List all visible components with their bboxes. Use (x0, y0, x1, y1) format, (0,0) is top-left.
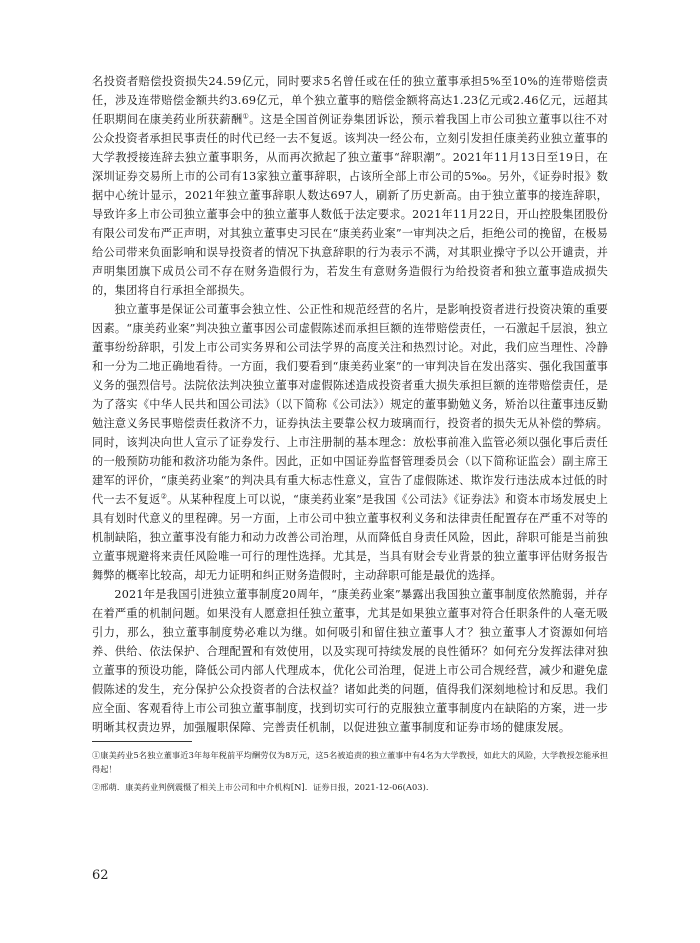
footnote-2: ②邢萌．康美药业判例震慑了相关上市公司和中介机构[N]．证券日报，2021-12-06(A03). (92, 782, 429, 792)
paragraph-3: 2021年是我国引进独立董事制度20周年，“康美药业案”暴露出我国独立董事制度依然脆弱，并存在着严重的机制问题。如果没有人愿意担任独立董事，尤其是如果独立董事对符合任职条件的人毫无吸引力，那么，独立董事制度势必难以为继。如何吸引和留住独立董事人才？独立董事人才资源如何培养、供给、依法保护、合理配置和有效使用，以及实现可持续发展的良性循环？如何充分发挥法律对独立董事的预设功能，降低公司内部人代理成本，优化公司治理，促进上市公司合规经营，减少和避免虚假陈述的发生，充分保护公众投资者的合法权益？诸如此类的问题，值得我们深刻地检讨和反思。我们应全面、客观看待上市公司独立董事制度，找到切实可行的克服独立董事制度内在缺陷的方案，进一步明晰其权责边界，加强履职保障、完善责任机制，以促进独立董事制度和证券市场的健康发展。 (92, 588, 608, 734)
page-number: 62 (92, 868, 109, 883)
paragraph-2 (92, 300, 608, 585)
paragraph-1-text-a: 名投资者赔偿投资损失24.59亿元，同时要求5名曾任或在任的独立董事承担5%至10%的连带赔偿责任，涉及连带赔偿金额共约3.69亿元，单个独立董事的赔偿金额将高达1.23亿元或2.46亿元，远超其任职期间在康美药业所获薪酬 (92, 75, 608, 126)
footnote-1: ①康美药业5名独立董事近3年每年税前平均酬劳仅为8万元，这5名被追责的独立董事中有4名为大学教授，如此大的风险，大学教授怎能承担得起！ (92, 750, 608, 774)
paragraph-1 (92, 72, 608, 300)
page-body (92, 72, 608, 798)
footnote-ref-1: ① (242, 112, 250, 121)
paragraph-1-text-b: 。这是全国首例证券集团诉讼，预示着我国上市公司独立董事以往不对公众投资者承担民事责任的时代已经一去不复返。该判决一经公布，立刻引发担任康美药业独立董事的大学教授接连辞去独立董事职务，从而再次掀起了独立董事“辞职潮”。2021年11月13日至19日，在深圳证券交易所上市的公司有13家独立董事辞职，占该所全部上市公司的5‰。另外，《证券时报》数据中心统计显示，2021年独立董事辞职人数达697人，刷新了历史新高。由于独立董事的接连辞职，导致许多上市公司独立董事会中的独立董事人数低于法定要求。2021年11月22日，开山控股集团股份有限公司发布严正声明，对其独立董事史习民在“康美药业案”一审判决之后，拒绝公司的挽留，在极易给公司带来负面影响和误导投资者的情况下执意辞职的行为表示不满，对其职业操守予以公开谴责，并声明集团旗下成员公司不存在财务造假行为，若发生有意财务造假行为给投资者和独立董事造成损失的，集团将自行承担全部损失。 (92, 113, 608, 297)
paragraph-2-text-a: 独立董事是保证公司董事会独立性、公正性和规范经营的名片，是影响投资者进行投资决策的重要因素。“康美药业案”判决独立董事因公司虚假陈述而承担巨额的连带赔偿责任，一石激起千层浪，独立董事纷纷辞职，引发上市公司实务界和公司法学界的高度关注和热烈讨论。对此，我们应当理性、冷静和一分为二地正确地看待。一方面，我们要看到“康美药业案”的一审判决旨在发出落实、强化我国董事义务的强烈信号。法院依法判决独立董事对虚假陈述造成投资者重大损失承担巨额的连带赔偿责任，是为了落实《中华人民共和国公司法》（以下简称《公司法》）规定的董事勤勉义务，矫治以往董事违反勤勉注意义务民事赔偿责任救济不力，证券执法主要靠公权力玻璃而行，投资者的损失无从补偿的弊病。同时，该判决向世人宣示了证券发行、上市注册制的基本理念：放松事前准入监管必须以强化事后责任的一般预防功能和救济功能为条件。因此，正如中国证券监督管理委员会（以下简称证监会）副主席王建军的评价，“康美药业案”的判决具有重大标志性意义，宣告了虚假陈述、欺诈发行违法成本过低的时代一去不复返 (92, 303, 608, 506)
paragraph-2-text-b: 。从某种程度上可以说，“康美药业案”是我国《公司法》《证券法》和资本市场发展史上具有划时代意义的里程碑。另一方面，上市公司中独立董事权利义务和法律责任配置存在严重不对等的机制缺陷，独立董事没有能力和动力改善公司治理，从而降低自身责任风险，因此，辞职可能是当前独立董事规避将来责任风险唯一可行的理性选择。尤其是，当具有财会专业背景的独立董事评估财务报告舞弊的概率比较高，却无力证明和纠正财务造假时，主动辞职可能是最优的选择。 (92, 493, 609, 582)
footnote-ref-2: ② (160, 492, 168, 501)
footnote-divider (92, 741, 192, 742)
